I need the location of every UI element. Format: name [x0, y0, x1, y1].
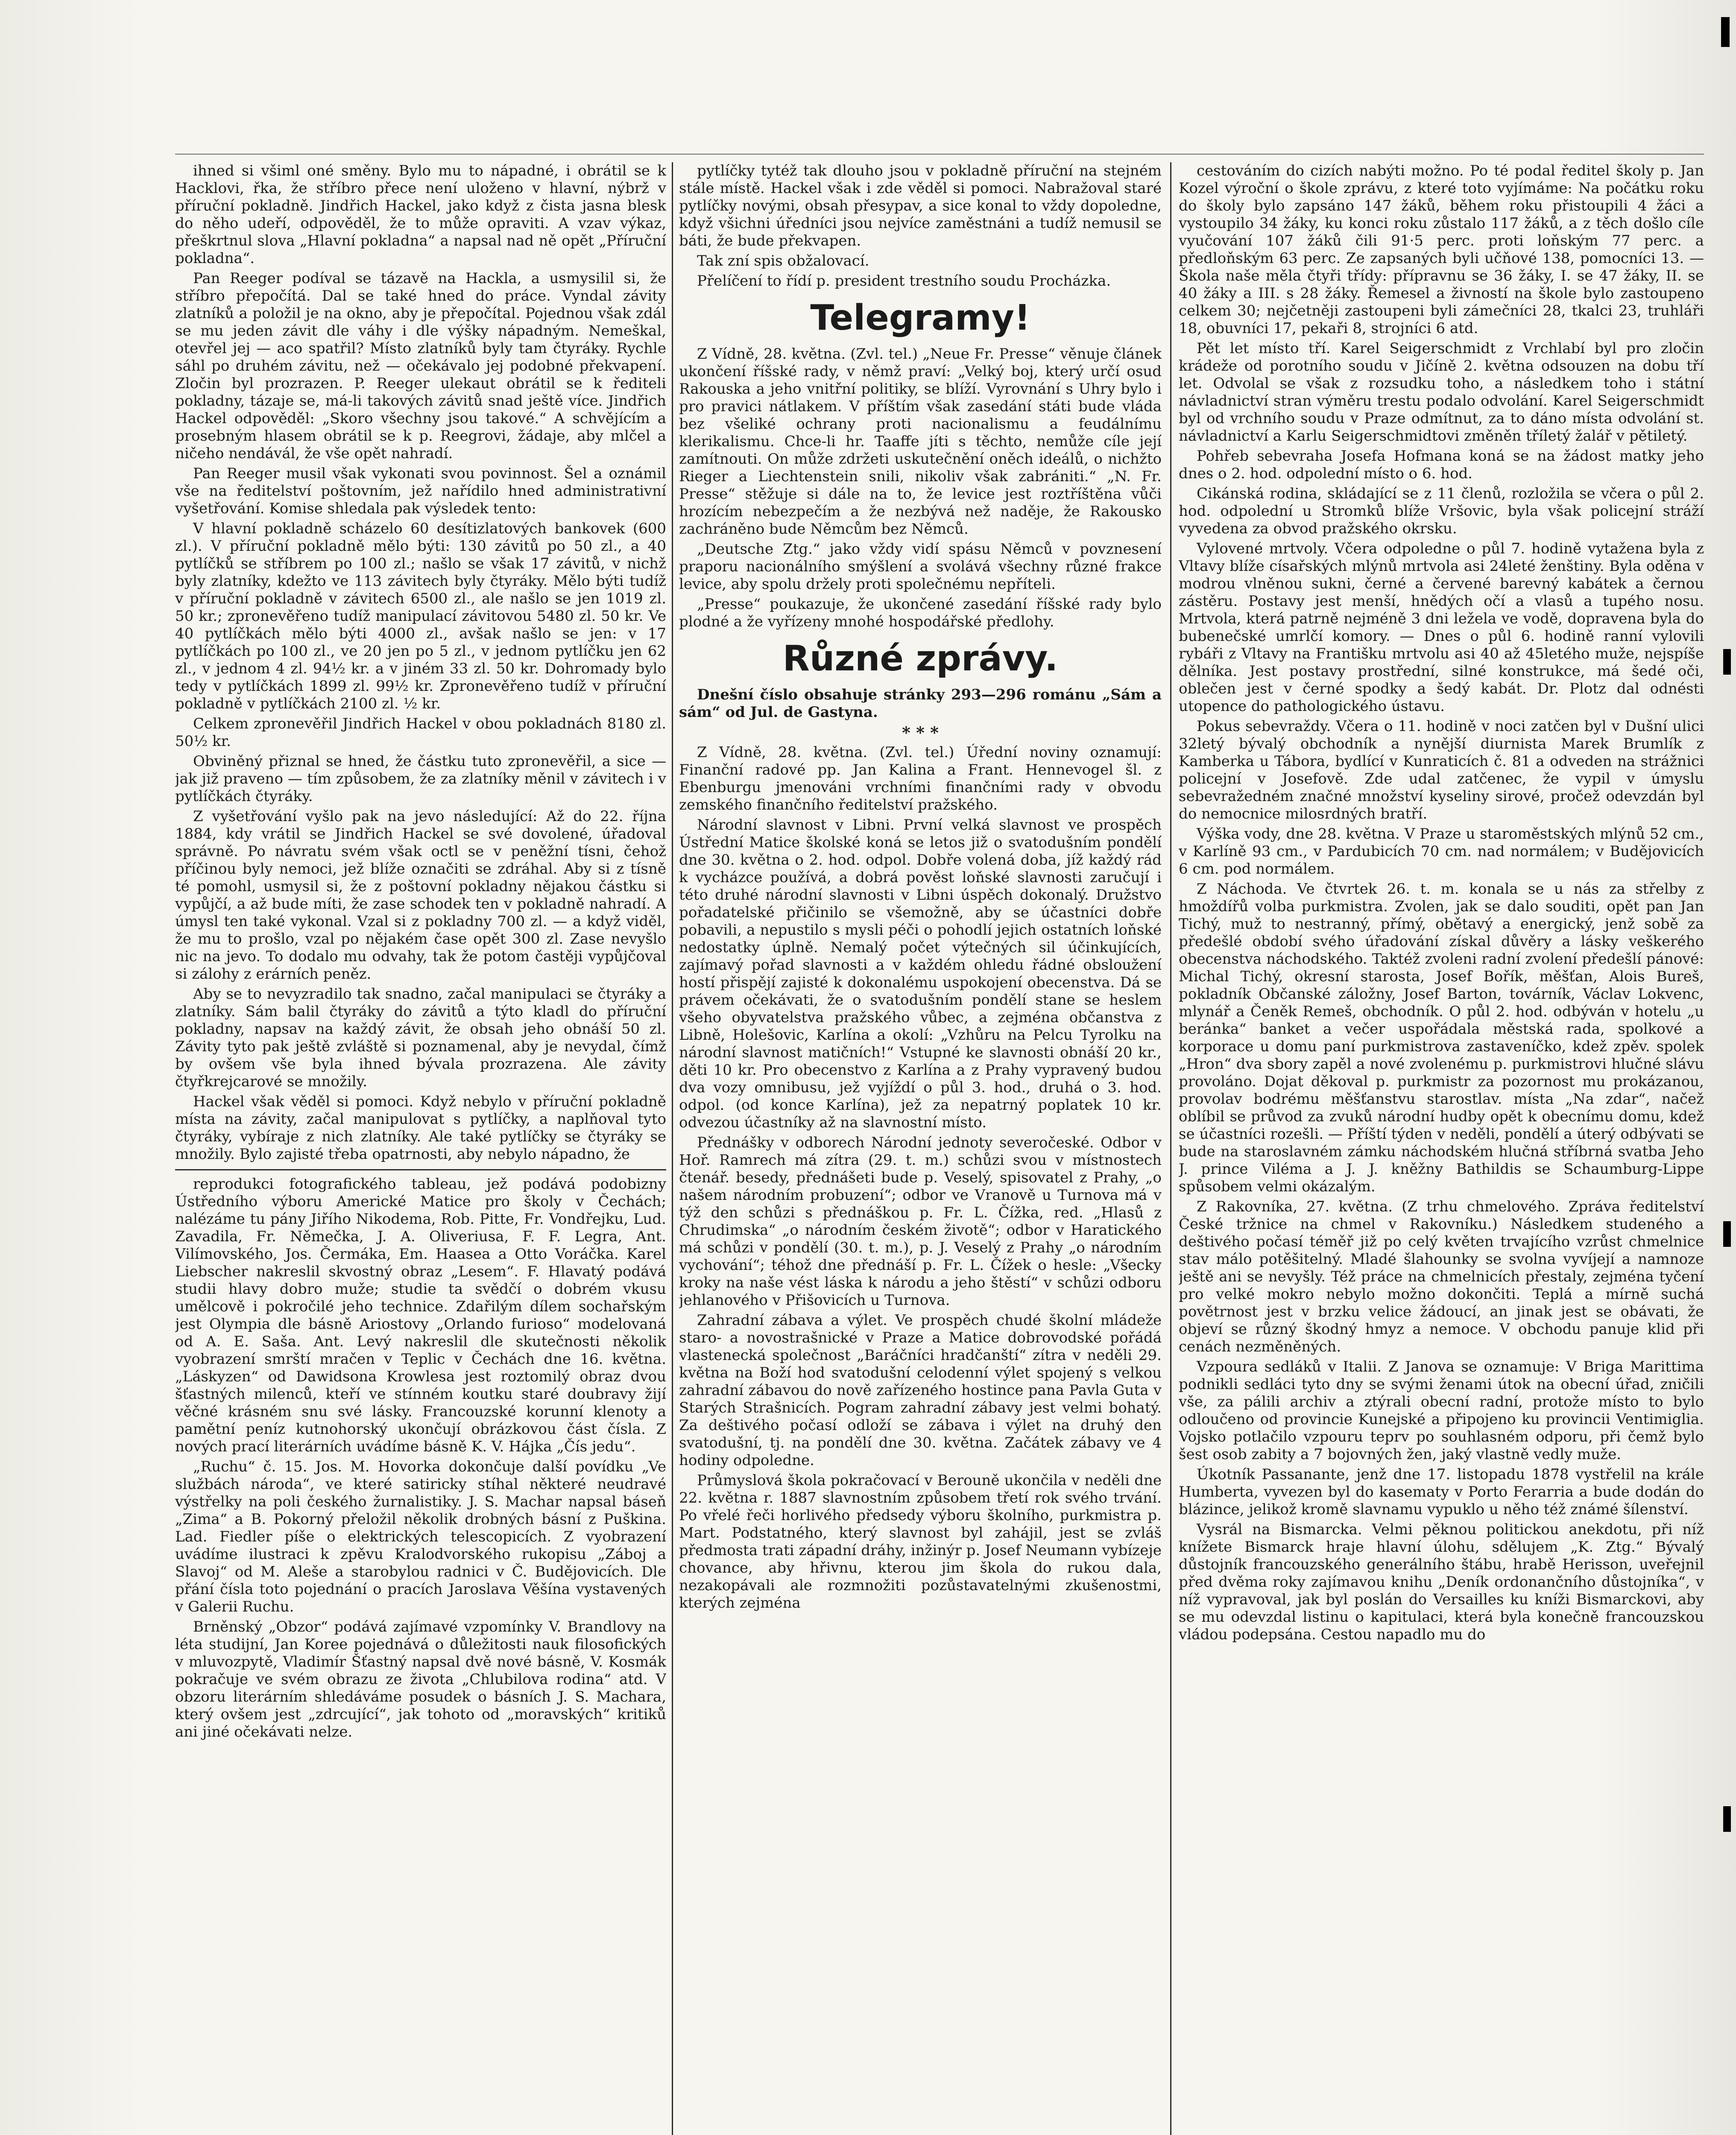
- col2-paragraph: Přelíčení to řídí p. president trestního soudu Procházka.: [697, 272, 1111, 290]
- col1-paragraph: Z vyšetřování vyšlo pak na jevo následující: Až do 22. října 1884, kdy vrátil se Jindřich Hackel se své dovolené, úřadoval správně. Po návratu svém však octl se v peněžní tísni, čehož příčinou byly nemoci, jež blíže označiti se zdráhal. Aby si z tísně té pomohl, usmysil si, že z poštovní pokladny nějakou částku si vypůjčí, a až bude míti, že zase schodek ten v pokladně nahradí. A úmysl ten také vykonal. Vzal si z pokladny 700 zl. — a když viděl, že mu to prošlo, vzal po nějakém čase opět 300 zl. Zase nevyšlo nic na jevo. To dodalo mu odvahy, tak že potom častěji vypůjčoval si zálohy z erárních peněz.: [175, 808, 666, 983]
- scan-edge-mark: [1723, 1221, 1731, 1247]
- column-3: [1179, 162, 1704, 2135]
- scan-edge-mark: [1723, 1806, 1731, 1832]
- col3-paragraph: Z Náchoda. Ve čtvrtek 26. t. m. konala se u nás za střelby z hmoždířů volba purkmistra. Zvolen, jak se dalo souditi, opět pan Jan Tichý, muž to nestranný, přímý, obětavý a energický, jenž sobě za předešlé období svého úřadování získal důvěry a lásky veškerého obecenstva náchodského. Taktéž zvoleni radní zvolení předešlí pánové: Michal Tichý, okresní starosta, Josef Bořík, měšťan, Alois Bureš, pokladník Občanské záložny, Josef Barton, továrník, Václav Lokvenc, mlynář a Čeněk Remeš, obchodník. O půl 2. hod. odbýván v hotelu „u beránka“ banket a večer uspořádala městská rada, spolkové a korporace u domu paní purkmistrova zastaveníčko, kdež zpěv. spolek „Hron“ dva sbory zapěl a nové zvolenému p. purkmistrovi hlučné slávu provoláno. Dojat děkoval p. purkmistr za pozornost mu prokázanou, provolav bodrému měšťanstvu starostlav. místa „Na zdar“, načež oblíbil se průvod za zvuků národní hudby opět k obecnímu domu, kdež se účastníci rozešli. — Příští týden v neděli, pondělí a úterý odbývati se bude na staroslavném zámku náchodském hlučná stříbrná svatba Jeho J. prince Viléma a J. J. kněžny Bathildis se Schaumburg-Lippe spůsobem velmi okázalým.: [1179, 880, 1704, 1195]
- news-paragraph: Přednášky v odborech Národní jednoty severočeské. Odbor v Hoř. Ramrech má zítra (29. t. m.) schůzi svou v místnostech čtenář. besedy, přednášeti bude p. Veselý, spisovatel z Prahy, „o našem národním probuzení“; odbor ve Vranově u Turnova má v týž den schůzi s přednáškou p. Fr. L. Čížka, red. „Hlasů z Chrudimska“ „o národním českém životě“; odbor v Haratického má schůzi v pondělí (30. t. m.), p. J. Veselý z Prahy „o národním vychování“; téhož dne přednáší p. Fr. L. Čížek o hesle: „Všecky kroky na naše vést láska k národu a jeho štěstí“ v schůzi odboru jehlanového v Přišovicích u Turnova.: [679, 1134, 1162, 1309]
- col3-paragraph: Úkotník Passanante, jenž dne 17. listopadu 1878 vystřelil na krále Humberta, vyvezen byl do kasematy v Porto Ferarria a bude dodán do blázince, jelikož kromě slavnamu vypuklo u něho též známé šílenství.: [1179, 1466, 1704, 1518]
- col3-paragraph: Vysrál na Bismarcka. Velmi pěknou politickou anekdotu, při níž knížete Bismarck hraje hlavní úlohu, sdělujem „K. Ztg.“ Bývalý důstojník francouzského generálního štábu, hrabě Herisson, uveřejnil před dvěma roky zajímavou knihu „Deník ordonančního důstojníka“, v níž vypravoval, jak byl poslán do Versailles ku kníži Bismarckovi, aby se mu odevzdal listinu o kapitulaci, která byla konečně francouzskou vládou podepsána. Cestou napadlo mu do: [1179, 1521, 1704, 1643]
- col1-paragraph: Celkem zpronevěřil Jindřich Hackel v obou pokladnách 8180 zl. 50½ kr.: [175, 715, 666, 750]
- col1-paragraph: Obviněný přiznal se hned, že částku tuto zpronevěřil, a sice — jak již praveno — tím způsobem, že za zlatníky měnil v závitech i v pytlíčkách čtyráky.: [175, 753, 666, 805]
- news-paragraph: Národní slavnost v Libni. První velká slavnost ve prospěch Ústřední Matice školské koná se letos již o svatodušním pondělí dne 30. května o 2. hod. odpol. Dobře volená doba, jíž každý rád k vycházce používá, a dobrá pověst loňské slavnosti zaručují i této druhé národní slavnosti v Libni úspěch dokonalý. Družstvo pořadatelské přičinilo se všemožně, aby se účastníci dobře pobavili, a nepustilo s mysli péči o pohodlí jejich ostatních loňské nedostatky úplně. Nemalý počet výtečných sil účinkujících, zajímavý pořad slavnosti a v každém ohledu řádné obsloužení hostí přispějí zajisté k dokonalému uspokojení obecenstva. Dá se právem očekávati, že o svatodušním pondělí stane se heslem všeho obyvatelstva pražského vůbec, a zejména občanstva z Libně, Holešovic, Karlína a okolí: „Vzhůru na Pelcu Tyrolku na národní slavnost matičních!“ Vstupné ke slavnosti obnáší 20 kr., děti 10 kr. Pro obecenstvo z Karlína a z Prahy vypravený budou dva vozy omnibusu, jež vyjíždí o půl 3. hod., druhá o 3. hod. odpol. (od konce Karlína), jež za nepatrný poplatek 10 kr. odvezou účastníky až na slavnostní místo.: [679, 816, 1162, 1131]
- col1-feuilleton-paragraph: Brněnský „Obzor“ podává zajímavé vzpomínky V. Brandlovy na léta studijní, Jan Koree pojednává o důležitosti nauk filosofických v mluvozpytě, Vladimír Šťastný napsal dvě nové básně, V. Kosmák pokračuje ve svém obrazu ze života „Chlubilova rodina“ atd. V obzoru literárním shledáváme posudek o básních J. S. Machara, který ovšem jest „zdrcující“, jak tohoto od „moravských“ kritiků ani jiné očekávati nelze.: [175, 1618, 666, 1740]
- col2-paragraph: pytlíčky tytéž tak dlouho jsou v pokladně příruční na stejném stále místě. Hackel však i zde věděl si pomoci. Nabražoval staré pytlíčky novými, obsah přesypav, a sice konal to vždy dopoledne, když všichni úředníci jsou nejvíce zaměstnáni a tudíž nemusil se báti, že bude překvapen.: [679, 162, 1162, 249]
- telegram-paragraph: Z Vídně, 28. května. (Zvl. tel.) „Neue Fr. Presse“ věnuje článek ukončení říšské rady, v němž praví: „Velký boj, který určí osud Rakouska a jeho vnitřní politiky, se blíží. Vyrovnání s Uhry bylo i pro pravici nátlakem. V příštím však zasedání státi bude vláda bez všeliké ochrany proti nacionalismu a feudálnímu klerikalismu. Chce-li hr. Taaffe jíti s těchto, nemůže cíle její zamítnouti. On může zdržeti uskutečnění oněch ideálů, o nichžto Rieger a Liechtenstein snili, nikoliv však zabrániti.“ „N. Fr. Presse“ stěžuje si dále na to, že levice jest roztříštěna vůči hrozícím nebezpečím a že nezbývá než naděje, že Rakousko zachráněno bude Němcům bez Němců.: [679, 345, 1162, 538]
- news-paragraph: Z Vídně, 28. května. (Zvl. tel.) Úřední noviny oznamují: Finanční radové pp. Jan Kalina a Frant. Hennevogel šl. z Ebenburgu jmenováni vrchními finančními rady v obvodu zemského finančního ředitelství pražského.: [679, 744, 1162, 813]
- scan-edge-mark: [1721, 17, 1730, 47]
- news-heading: Různé zprávy.: [782, 638, 1058, 679]
- col1-paragraph: V hlavní pokladně scházelo 60 desítizlatových bankovek (600 zl.). V příruční pokladně mělo býti: 130 závitů po 50 zl., a 40 pytlíčků se stříbrem po 100 zl.; našlo se však 17 závitů, v nichž byly zlatníky, kdežto ve 113 závitech byly čtyráky. Mělo býti tudíž v příruční pokladně v závitech 6500 zl., ale našlo se jen 1019 zl. 50 kr.; zpronevěřeno tudíž manipulací závitovou 5480 zl. 50 kr. Ve 40 pytlíčkách mělo býti 4000 zl., avšak našlo se jen: v 17 pytlíčkách po 100 zl., ve 20 jen po 5 zl., v jednom pytlíčku jen 62 zl., v jednom 4 zl. 94½ kr. a v jiném 33 zl. 50 kr. Dohromady bylo tedy v pytlíčkách 1899 zl. 99½ kr. Zpronevěřeno tudíž v příruční pokladně v pytlíčkách 2100 zl. ½ kr.: [175, 520, 666, 712]
- telegram-paragraph: „Deutsche Ztg.“ jako vždy vidí spásu Němců v povznesení praporu nacionálního smýšlení a svolává všechny různé frakce levice, aby spolu držely proti společnému nepříteli.: [679, 541, 1162, 593]
- stars-divider: * * *: [902, 723, 939, 742]
- section-divider: [175, 1169, 666, 1170]
- column-2: [679, 162, 1162, 2135]
- col1-paragraph: Pan Reeger musil však vykonati svou povinnost. Šel a oznámil vše na ředitelství poštovním, jež nařídilo hned administrativní vyšetřování. Komise shledala pak výsledek tento:: [175, 465, 666, 517]
- col3-paragraph: Vylovené mrtvoly. Včera odpoledne o půl 7. hodině vytažena byla z Vltavy blíže císařských mlýnů mrtvola asi 24leté ženštiny. Byla oděna v modrou vlněnou sukni, černé a červené barevný kabátek a černou zástěru. Postavy jest menší, hnědých očí a vlasů a tupého nosu. Mrtvola, která patrně nejméně 3 dni ležela ve vodě, dopravena byla do bubenečské umrlčí komory. — Dnes o půl 6. hodině ranní vylovili rybáři z Vltavy na Františku mrtvolu asi 40 až 45letého muže, nejspíše dělníka. Jest postavy prostřední, silné konstrukce, má šedé oči, oblečen jest v černé spodky a šedý kabát. Dr. Plotz dal odnésti utopence do pathologického ústavu.: [1179, 540, 1704, 715]
- col1-paragraph: ihned si všiml oné směny. Bylo mu to nápadné, i obrátil se k Hacklovi, řka, že stříbro přece není uloženo v hlavní, nýbrž v příruční pokladně. Jindřich Hackel, jako když z čista jasna blesk do něho udeří, odpověděl, že to může opraviti. A vzav výkaz, přeškrtnul slova „Hlavní pokladna“ a napsal nad ně opět „Příruční pokladna“.: [175, 162, 666, 267]
- news-paragraph: Zahradní zábava a výlet. Ve prospěch chudé školní mládeže staro- a novostrašnické v Praze a Matice dobrovodské pořádá vlastenecká společnost „Baráčníci hradčanští“ zítra v neděli 29. května na Boží hod svatodušní celodenní výlet spojený s velkou zahradní zábavou do nově zařízeného hostince pana Pavla Guta v Starých Strašnicích. Pogram zahradní zábavy jest velmi bohatý. Za deštivého počasí odloží se zábava i výlet na druhý den svatodušní, tj. na pondělí dne 30. května. Začátek zábavy ve 4 hodiny odpoledne.: [679, 1312, 1162, 1469]
- telegram-paragraph: „Presse“ poukazuje, že ukončené zasedání říšské rady bylo plodné a že vyřízeny mnohé hospodářské předlohy.: [679, 596, 1162, 630]
- col3-paragraph: cestováním do cizích nabýti možno. Po té podal ředitel školy p. Jan Kozel výroční o škole zprávu, z které toto vyjímáme: Na počátku roku do školy bylo zapsáno 147 žáků, během roku přistoupili 4 žáci a vystoupilo 34 žáky, ku konci roku zůstalo 117 žáků, a z těch došlo cíle vyučování 107 žáků čili 91·5 perc. proti loňským 77 perc. a předloňským 63 perc. Ze zapsaných byli učňové 138, pomocníci 13. — Škola naše měla čtyři třídy: přípravnu se 36 žáky, I. se 47 žáky, II. se 40 žáky a III. s 28 žáky. Řemesel a živností na škole bylo zastoupeno celkem 30; nejčetněji zastoupeni byli zámečníci 28, tkalci 23, truhláři 18, obuvníci 17, pekaři 8, strojníci 6 atd.: [1179, 162, 1704, 337]
- col2-paragraph: Tak zní spis obžalovací.: [697, 252, 869, 269]
- col3-paragraph: Pět let místo tří. Karel Seigerschmidt z Vrchlabí byl pro zločin krádeže od porotního soudu v Jičíně 2. května odsouzen na dobu tří let. Odvolal se však z rozsudku toho, a následkem toho i státní návladnictví stran výměru trestu podalo odvolání. Karel Seigerschmidt byl od vrchního soudu v Praze odmítnut, za to dáno místa odvolání st. návladnictví a Karlu Seigerschmidtovi změněn tříletý žalář v pětiletý.: [1179, 340, 1704, 445]
- col1-paragraph: Pan Reeger podíval se tázavě na Hackla, a usmysilil si, že stříbro přepočítá. Dal se také hned do práce. Vyndal závity zlatníků a položil je na okno, aby je přepočítal. Pojednou však zdál se mu jeden závit dle váhy i dle výšky nápadným. Nemeškal, otevřel jej — aco spatřil? Místo zlatníků byly tam čtyráky. Rychle sáhl po druhém závitu, než — očekávalo jej podobné překvapení. Zločin byl prozrazen. P. Reeger ulekaut obrátil se k řediteli pokladny, tázaje se, má-li takových závitů snad ještě více. Jindřich Hackel odpověděl: „Skoro všechny jsou takové.“ A schvějícím a prosebným hlasem obrátil se k p. Reegrovi, žádaje, aby mlčel a ničeho nendávál, že vše opět nahradí.: [175, 270, 666, 462]
- col3-paragraph: Výška vody, dne 28. května. V Praze u staroměstských mlýnů 52 cm., v Karlíně 93 cm., v Pardubicích 70 cm. nad normálem; v Budějovicích 6 cm. pod normálem.: [1179, 825, 1704, 877]
- col1-paragraph: Aby se to nevyzradilo tak snadno, začal manipulaci se čtyráky a zlatníky. Sám balil čtyráky do závitů a týto kladl do příruční pokladny, napsav na každý závit, že obsah jeho obnáší 50 zl. Závity tyto pak ještě zvláště si poznamenal, aby je nevydal, čímž by ovšem vše byla ihned bývala prozrazena. Ale závity čtyřkrejcarové se množily.: [175, 986, 666, 1090]
- col3-paragraph: Pokus sebevraždy. Včera o 11. hodině v noci zatčen byl v Dušní ulici 32letý bývalý obchodník a nynější diurnista Marek Brumlík z Kamberka u Tábora, bydlící v Kunraticích č. 81 a odveden na strážnici policejní v Josefově. Zde udal zatčenec, že vypil v úmyslu sebevražedném značné množství kyseliny sirové, pročež odevzdán byl do nemocnice milosrdných bratří.: [1179, 718, 1704, 822]
- col3-paragraph: Z Rakovníka, 27. května. (Z trhu chmelového. Zpráva ředitelství České tržnice na chmel v Rakovníku.) Následkem studeného a deštivého počasí téměř již po celý květen trvajícího vzrůst chmelnice stav málo potěšitelný. Mladé šlahounky se svolna vyvíjejí a namnoze ještě ani se nevyšly. Též práce na chmelnicích přestaly, zejména tyčení pro velké mokro nebylo možno dokončiti. Teplá a mírně suchá povětrnost jest v brzku velice žádoucí, an jinak jest se obávati, že objeví se různý škodný hmyz a nemoce. V obchodu panuje klid při cenách nezměněných.: [1179, 1198, 1704, 1355]
- col3-paragraph: Vzpoura sedláků v Italii. Z Janova se oznamuje: V Briga Marittima podnikli sedláci tyto dny se svými ženami útok na obecní úřad, zničili vše, za pálili archiv a ztýrali obecní radní, protože místo to bylo odloučeno od provincie Kunejské a připojeno ku provincii Ventimiglia. Vojsko potlačilo vzpouru teprv po souhlasném odporu, při čemž bylo šest osob zabity a 7 bojovných žen, jaký vlastně vedly muže.: [1179, 1358, 1704, 1463]
- col1-feuilleton-paragraph: „Ruchu“ č. 15. Jos. M. Hovorka dokončuje další povídku „Ve službách národa“, ve které satiricky stíhal některé neudravé výstřelky na poli českého žurnalistiky. J. S. Machar napsal báseň „Zima“ a B. Pokorný přeložil několik drobných básní z Puškina. Lad. Fiedler píše o elektrických telescopicích. Z vyobrazení uvádíme ilustraci k zpěvu Kralodvorského rukopisu „Záboj a Slavoj“ od M. Aleše a starobylou radnici v Č. Budějovicích. Dle přání čísla toto pojednání o pracích Jaroslava Věšína vystavených v Galerii Ruchu.: [175, 1458, 666, 1615]
- col1-feuilleton-paragraph: reprodukci fotografického tableau, jež podává podobizny Ústředního výboru Americké Matice pro školy v Čechách; nalézáme tu pány Jiřího Nikodema, Rob. Pitte, Fr. Vondřejku, Lud. Zavadila, Fr. Němečka, J. A. Oliveriusa, F. F. Legra, Ant. Vilímovského, Jos. Čermáka, Em. Haasea a Otto Voráčka. Karel Liebscher nakreslil skvostný obraz „Lesem“. F. Hlavatý podává studii hlavy dobro muže; studie ta svědčí o dobrém vkusu umělcově i pokročilé jeho technice. Zdařilým dílem sochařským jest Olympia dle básně Ariostovy „Orlando furioso“ modelovaná od A. E. Saša. Ant. Levý nakreslil dle skutečnosti několik vyobrazení smrští mračen v Teplic v Čechách dne 16. května. „Láskyzen“ od Dawidsona Krowlesa jest roztomilý obraz dvou šťastných milenců, kteří ve stínném koutku staré doubravy žijí věčné krásném snu své lásky. Francouzské korunní klenoty a pamětní peníz kutnohorský ukončují obrázkovou část čísla. Z nových prací literárních uvádíme básně K. V. Hájka „Čís jedu“.: [175, 1176, 666, 1455]
- news-intro: Dnešní číslo obsahuje stránky 293—296 románu „Sám a sám“ od Jul. de Gastyna.: [679, 686, 1162, 721]
- telegram-heading: Telegramy!: [810, 298, 1030, 338]
- col3-paragraph: Pohřeb sebevraha Josefa Hofmana koná se na žádost matky jeho dnes o 2. hod. odpolední místo o 6. hod.: [1179, 447, 1704, 482]
- col1-paragraph: Hackel však věděl si pomoci. Když nebylo v příruční pokladně místa na závity, začal manipulovat s pytlíčky, a naplňoval tyto čtyráky, vybíraje z nich zlatníky. Ale také pytlíčky se čtyráky se množily. Bylo zajisté třeba opatrnosti, aby nebylo nápadno, že: [175, 1093, 666, 1163]
- top-rule: [175, 154, 1704, 155]
- col3-paragraph: Cikánská rodina, skládající se z 11 členů, rozložila se včera o půl 2. hod. odpolední u Stromků blíže Vršovic, byla však policejní stráží vyvedena za obvod pražského okrsku.: [1179, 485, 1704, 537]
- column-divider: [1170, 162, 1171, 2135]
- column-1: [175, 162, 666, 2135]
- news-paragraph: Průmyslová škola pokračovací v Berouně ukončila v neděli dne 22. května r. 1887 slavnostním způsobem třetí rok svého trvání. Po vřelé řeči horlivého předsedy výboru školního, purkmistra p. Mart. Podstatného, který slavnost byl zahájil, jest se zvláš předmosta trati západní dráhy, inžinýr p. Josef Neumann vybízeje chovance, aby hřivnu, kterou jim škola do rukou dala, nezakopávali ale rozmnožiti pozůstavatelnými zkušenostmi, kterých zejména: [679, 1472, 1162, 1611]
- column-divider: [672, 162, 673, 2135]
- scan-edge-mark: [1723, 649, 1731, 675]
